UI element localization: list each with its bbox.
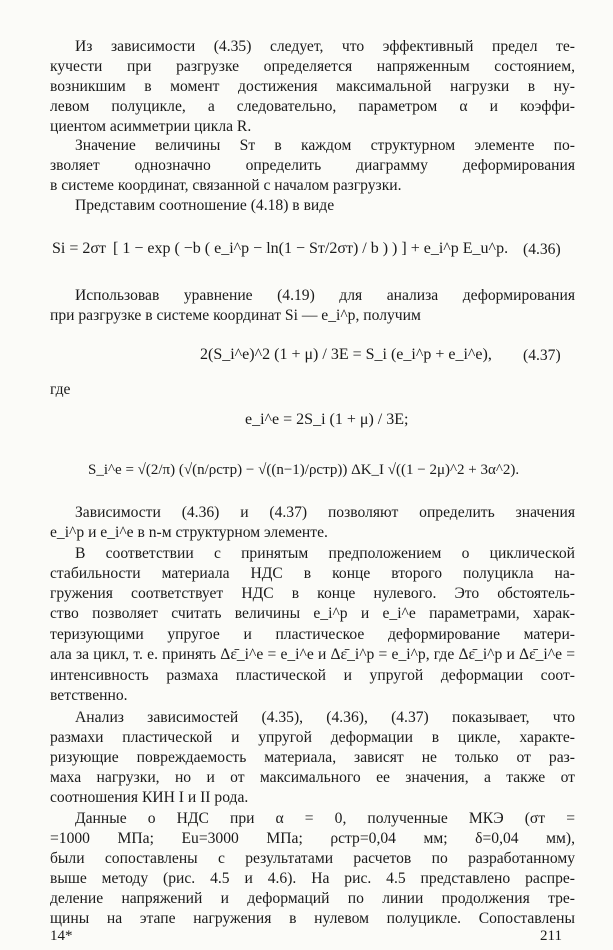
text-line: маха нагрузки, но и от максимального ее значения, а также от [50, 769, 575, 786]
text-line: стабильности материала НДС в конце второго полуцикла на- [50, 565, 575, 582]
text-line: деление напряжений и деформаций по линии продолжения тре- [50, 890, 575, 907]
equation-body: [ 1 − exp ( −b ( e_i^p − ln(1 − Sт/2σт) / b ) ) ] + e_i^p E_u^p. [112, 240, 509, 257]
text-line: в системе координат, связанной с началом разгрузки. [50, 177, 402, 194]
text-line: Анализ зависимостей (4.35), (4.36), (4.37) показывает, что [75, 709, 575, 726]
text-line: были сопоставлены с результатами расчетов по разработанному [50, 850, 575, 867]
text-line: зволяет однозначно определить диаграмму деформирования [50, 157, 575, 174]
text-line: ветственно. [50, 687, 128, 704]
text-line: гружения соответствует НДС в конце нулевого. Это обстоятель- [50, 585, 575, 602]
text-line: соотношения КИН I и II рода. [50, 789, 249, 806]
equation-elastic-strain: e_i^e = 2S_i (1 + μ) / 3E; [245, 411, 409, 428]
text-line: теризующими упругое и пластическое деформирование матери- [50, 626, 575, 643]
text-line: интенсивность размаха пластической и упругой деформации соот- [50, 667, 575, 684]
text-line: Значение величины Sт в каждом структурном элементе по- [75, 137, 575, 154]
text-line: щины на этапе нагружения в нулевом полуцикле. Сопоставлены [50, 910, 575, 927]
equation-4-36 [52, 240, 508, 258]
equation-elastic-stress: S_i^e = √(2/π) (√(n/ρстр) − √((n−1)/ρстр)) ΔK_I √((1 − 2μ)^2 + 3α^2). [88, 462, 520, 478]
equation-lhs: Si = 2σт [52, 240, 106, 257]
page-number: 211 [540, 928, 562, 944]
text-line: =1000 МПа; Eu=3000 МПа; ρстр=0,04 мм; δ=0,04 мм), [50, 830, 575, 847]
text-line: e_i^p и e_i^e в n-м структурном элементе. [50, 524, 328, 541]
text-line: размахи пластической и упругой деформации в цикле, характе- [50, 729, 575, 746]
text-line: ала за цикл, т. е. принять Δε̄_i^e = e_i^e и Δε̄_i^p = e_i^p, где Δε̄_i^p и Δε̄_i^e = [50, 646, 575, 663]
text-line: Из зависимости (4.35) следует, что эффективный предел те- [75, 38, 575, 55]
text-line: ризующие повреждаемость материала, зависят не только от раз- [50, 749, 575, 766]
text-line: Представим соотношение (4.18) в виде [75, 197, 335, 214]
text-line: возникшим в момент достижения максимальной нагрузки в ну- [50, 78, 575, 95]
equation-number: (4.36) [523, 241, 561, 258]
equation-4-37: 2(S_i^e)^2 (1 + μ) / 3E = S_i (e_i^p + e_i^e), [200, 346, 492, 363]
text-line: выше методу (рис. 4.5 и 4.6). На рис. 4.5 представлено распре- [50, 870, 575, 887]
signature-mark: 14* [50, 928, 73, 944]
text-line: Использовав уравнение (4.19) для анализа деформирования [75, 287, 575, 304]
text-line: где [50, 381, 71, 398]
text-line: циентом асимметрии цикла R. [50, 118, 252, 135]
equation-number: (4.37) [523, 347, 561, 364]
text-line: Данные о НДС при α = 0, полученные МКЭ (σт = [75, 810, 575, 827]
text-line: Зависимости (4.36) и (4.37) позволяют определить значения [75, 504, 575, 521]
text-line: ство позволяет считать величины e_i^p и e_i^e параметрами, харак- [50, 605, 575, 622]
text-line: В соответствии с принятым предположением о циклической [75, 545, 575, 562]
text-line: при разгрузке в системе координат Si — e_i^p, получим [50, 307, 421, 324]
text-line: кучести при разгрузке определяется напряженным состоянием, [50, 58, 575, 75]
text-line: левом полуцикле, а следовательно, параметром α и коэффи- [50, 98, 575, 115]
